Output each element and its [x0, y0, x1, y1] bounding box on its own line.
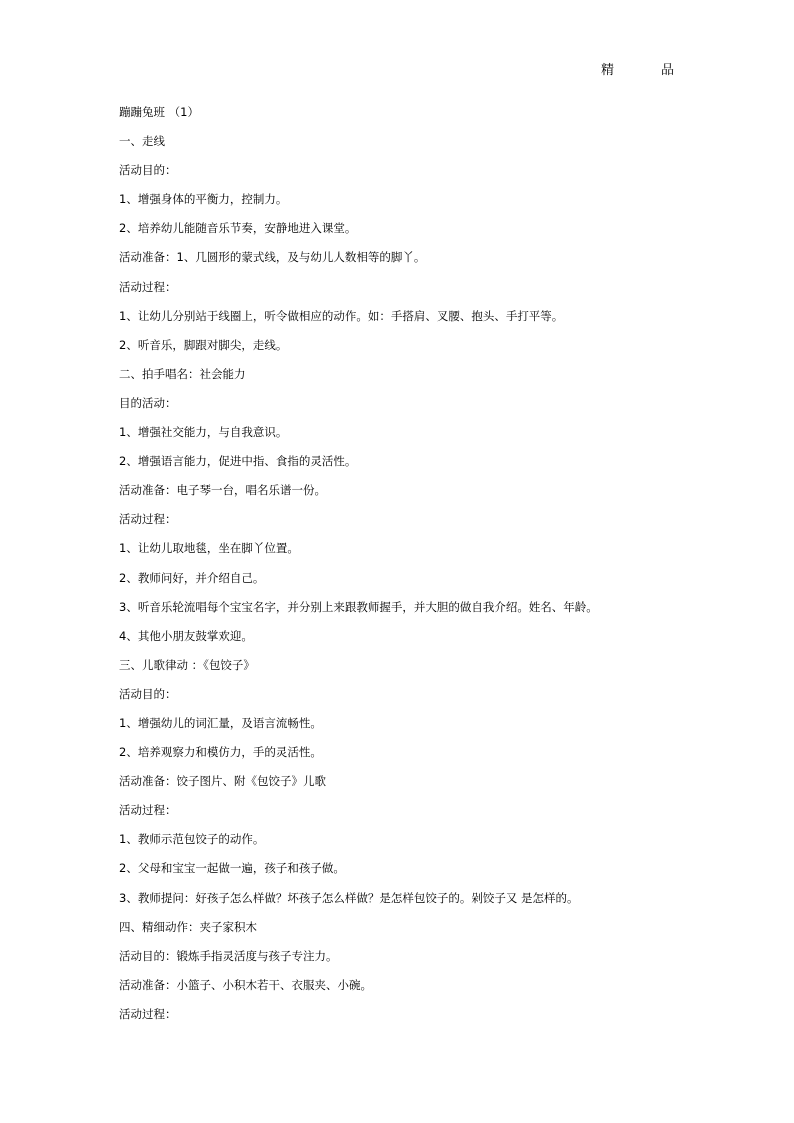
paragraph-line: 3、教师提问：好孩子怎么样做？坏孩子怎么样做？是怎样包饺子的。剁饺子又 是怎样的。 [119, 890, 579, 905]
section-heading: 三、儿歌律动 ：《包饺子》 [119, 657, 255, 672]
paragraph-line: 活动过程： [119, 512, 177, 527]
header-left-text: 精 [601, 63, 615, 78]
header-right-text: 品 [661, 63, 675, 78]
paragraph-line: 1、增强身体的平衡力，控制力。 [119, 192, 288, 207]
page-header [0, 59, 794, 79]
paragraph-line: 活动过程： [119, 279, 177, 294]
paragraph-line: 2、增强语言能力，促进中指、食指的灵活性。 [119, 454, 357, 469]
paragraph-line: 2、培养观察力和模仿力，手的灵活性。 [119, 745, 322, 760]
class-title: 蹦蹦兔班 （1） [119, 105, 199, 119]
section-heading: 一、走线 [119, 134, 165, 149]
paragraph-line: 2、听音乐，脚跟对脚尖，走线。 [119, 337, 288, 352]
paragraph-line: 活动准备：小篮子、小积木若干、衣服夹、小碗。 [119, 977, 372, 992]
paragraph-line: 1、增强社交能力，与自我意识。 [119, 425, 288, 440]
paragraph-line: 目的活动： [119, 395, 177, 410]
paragraph-line: 活动过程： [119, 1006, 177, 1021]
paragraph-line: 2、父母和宝宝一起做一遍，孩子和孩子做。 [119, 861, 345, 876]
paragraph-line: 活动准备：1、几圆形的蒙式线，及与幼儿人数相等的脚丫。 [119, 250, 426, 265]
paragraph-line: 1、让幼儿分别站于线圈上，听令做相应的动作。如：手搭肩、叉腰、抱头、手打平等。 [119, 308, 564, 323]
paragraph-line: 活动目的：锻炼手指灵活度与孩子专注力。 [119, 948, 338, 963]
paragraph-line: 活动目的： [119, 686, 177, 701]
paragraph-line: 活动过程： [119, 803, 177, 818]
paragraph-line: 活动准备：饺子图片、附《包饺子》儿歌 [119, 774, 326, 789]
paragraph-line: 4、其他小朋友鼓掌欢迎。 [119, 628, 253, 643]
document-body [119, 102, 719, 1033]
paragraph-line: 3、听音乐轮流唱每个宝宝名字，并分别上来跟教师握手，并大胆的做自我介绍。姓名、年龄。 [119, 599, 598, 614]
section-heading: 四、精细动作：夹子家积木 [119, 919, 257, 934]
paragraph-line: 活动准备：电子琴一台，唱名乐谱一份。 [119, 483, 326, 498]
paragraph-line: 2、教师问好，并介绍自己。 [119, 570, 265, 585]
section-heading: 二、拍手唱名：社会能力 [119, 366, 246, 381]
paragraph-line: 活动目的： [119, 163, 177, 178]
paragraph-line: 1、教师示范包饺子的动作。 [119, 832, 265, 847]
paragraph-line: 1、增强幼儿的词汇量，及语言流畅性。 [119, 715, 322, 730]
paragraph-line: 2、培养幼儿能随音乐节奏，安静地进入课堂。 [119, 221, 357, 236]
paragraph-line: 1、让幼儿取地毯，坐在脚丫位置。 [119, 541, 299, 556]
